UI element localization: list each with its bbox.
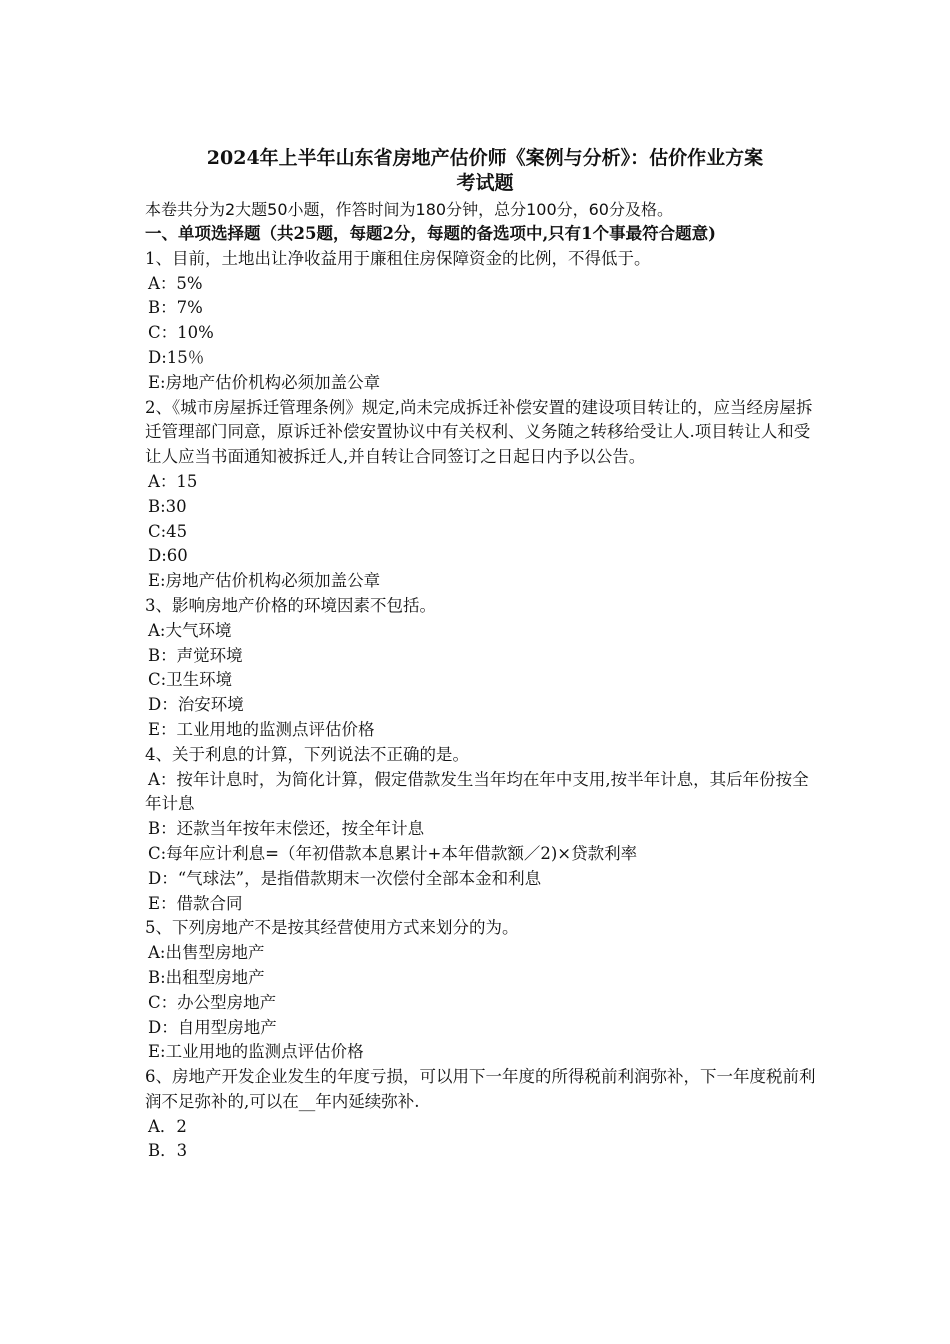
question-4-option-a: A：按年计息时，为简化计算，假定借款发生当年均在年中支用,按半年计息，其后年份按全年计息 xyxy=(145,769,809,814)
question-1-option-c: C：10% xyxy=(148,323,214,343)
question-6-option-b: B．3 xyxy=(148,1141,188,1161)
document-title xyxy=(145,146,825,196)
question-5-option-b: B:出租型房地产 xyxy=(148,967,265,987)
title-line-2: 考试题 xyxy=(456,172,514,194)
question-5-option-d: D：自用型房地产 xyxy=(148,1017,277,1037)
question-3: 3、影响房地产价格的环境因素不包括。 xyxy=(145,595,436,615)
question-5-option-e: E:工业用地的监测点评估价格 xyxy=(148,1042,364,1062)
question-3-option-a: A:大气环境 xyxy=(148,620,232,640)
question-6: 6、房地产开发企业发生的年度亏损，可以用下一年度的所得税前利润弥补，下一年度税前利润不足弥补的,可以在__年内延续弥补. xyxy=(145,1067,816,1111)
question-3-option-b: B：声觉环境 xyxy=(148,645,243,665)
question-5-option-c: C：办公型房地产 xyxy=(148,992,277,1012)
section-heading: 一、单项选择题（共25题，每题2分，每题的备选项中,只有1个事最符合题意) xyxy=(145,224,716,243)
question-6-option-a: A．2 xyxy=(148,1116,187,1136)
question-4: 4、关于利息的计算，下列说法不正确的是。 xyxy=(145,744,469,764)
question-5: 5、下列房地产不是按其经营使用方式来划分的为。 xyxy=(145,918,519,938)
question-2-option-a: A：15 xyxy=(148,471,198,491)
question-2-option-c: C:45 xyxy=(148,521,188,541)
exam-intro: 本卷共分为2大题50小题，作答时间为180分钟，总分100分，60分及格。 xyxy=(145,200,673,219)
question-4-option-c: C:每年应计利息=（年初借款本息累计+本年借款额／2)×贷款利率 xyxy=(148,843,638,863)
question-4-option-d: D：“气球法”，是指借款期末一次偿付全部本金和利息 xyxy=(148,868,542,888)
question-1-option-b: B：7% xyxy=(148,298,203,318)
question-3-option-d: D：治安环境 xyxy=(148,695,244,715)
question-1-option-e: E:房地产估价机构必须加盖公章 xyxy=(148,372,381,392)
question-4-option-e: E：借款合同 xyxy=(148,893,243,913)
question-2: 2、《城市房屋拆迁管理条例》规定,尚未完成拆迁补偿安置的建设项目转让的，应当经房屋拆迁管理部门同意，原诉迁补偿安置协议中有关权利、义务随之转移给受让人.项目转让人和受让人应当书面通知被拆迁人,并自转让合同签订之日起日内予以公告。 xyxy=(145,397,813,467)
question-3-option-e: E：工业用地的监测点评估价格 xyxy=(148,719,375,739)
question-5-option-a: A:出售型房地产 xyxy=(148,943,265,963)
question-1-option-d: D:15％ xyxy=(148,347,205,367)
title-line-1: 2024年上半年山东省房地产估价师《案例与分析》：估价作业方案 xyxy=(206,147,764,169)
question-1: 1、目前，土地出让净收益用于廉租住房保障资金的比例，不得低于。 xyxy=(145,248,651,268)
question-1-option-a: A：5% xyxy=(148,273,203,293)
question-2-option-d: D:60 xyxy=(148,546,188,566)
question-2-option-b: B:30 xyxy=(148,496,187,516)
question-2-option-e: E:房地产估价机构必须加盖公章 xyxy=(148,571,381,591)
document-body xyxy=(145,146,825,1164)
question-3-option-c: C:卫生环境 xyxy=(148,670,233,690)
question-4-option-b: B：还款当年按年末偿还，按全年计息 xyxy=(148,819,425,839)
